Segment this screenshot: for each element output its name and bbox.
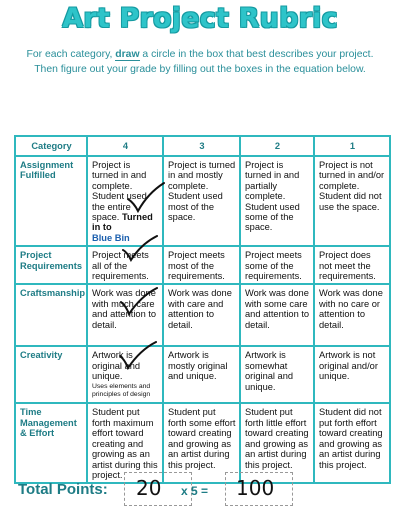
- header-score-3: 3: [163, 136, 240, 156]
- category-cell: Project Requirements: [15, 246, 87, 284]
- instructions-draw-word: draw: [115, 49, 140, 60]
- rubric-cell-4[interactable]: Work was done with much care and attention to detail.: [87, 284, 163, 346]
- header-score-4: 4: [87, 136, 163, 156]
- blue-bin-text: Blue Bin: [92, 232, 130, 243]
- rubric-cell-1[interactable]: Artwork is not original and/or unique.: [314, 346, 390, 403]
- grade-value: 100: [236, 476, 275, 500]
- design-note: Uses elements and principles of design: [92, 382, 151, 398]
- table-row-requirements: [15, 246, 390, 284]
- table-row-craftsmanship: [15, 284, 390, 346]
- rubric-cell-4[interactable]: Student put forth maximum effort toward creating and growing as an artist during this project.: [87, 403, 163, 483]
- table-row-time-management: [15, 403, 390, 483]
- rubric-cell-3[interactable]: Artwork is mostly original and unique.: [163, 346, 240, 403]
- rubric-cell-3[interactable]: Student put forth some effort toward creating and growing as an artist during this project.: [163, 403, 240, 483]
- cell-text: Project is turned in and complete. Student used the entire space.: [92, 160, 147, 223]
- checkmark-icon: [126, 181, 166, 213]
- rubric-table: [14, 135, 391, 484]
- rubric-cell-2[interactable]: Project meets some of the requirements.: [240, 246, 314, 284]
- checkmark-icon: [118, 340, 158, 370]
- rubric-cell-1[interactable]: Student did not put forth effort toward creating and growing as an artist during this project.: [314, 403, 390, 483]
- checkmark-icon: [121, 234, 159, 262]
- category-cell: Craftsmanship: [15, 284, 87, 346]
- header-row: [15, 136, 390, 156]
- rubric-cell-1[interactable]: Project is not turned in and/or complete. Student did not use the space.: [314, 156, 390, 246]
- rubric-cell-2[interactable]: Project is turned in and partially complete. Student used some of the space.: [240, 156, 314, 246]
- rubric-cell-3[interactable]: Project meets most of the requirements.: [163, 246, 240, 284]
- rubric-cell-3[interactable]: Project is turned in and mostly complete. Student used most of the space.: [163, 156, 240, 246]
- header-score-2: 2: [240, 136, 314, 156]
- cell-text: Artwork is original and unique.: [92, 350, 141, 382]
- table-row-creativity: [15, 346, 390, 403]
- rubric-cell-2[interactable]: Student put forth little effort toward creating and growing as an artist during this project.: [240, 403, 314, 483]
- rubric-cell-2[interactable]: Artwork is somewhat original and unique.: [240, 346, 314, 403]
- category-cell: Assignment Fulfilled: [15, 156, 87, 246]
- multiplier-text: x 5 =: [181, 484, 209, 498]
- header-score-1: 1: [314, 136, 390, 156]
- total-points-value: 20: [136, 476, 162, 500]
- category-cell: Time Management & Effort: [15, 403, 87, 483]
- header-category: Category: [15, 136, 87, 156]
- rubric-cell-1[interactable]: Project does not meet the requirements.: [314, 246, 390, 284]
- rubric-cell-4[interactable]: Project meets all of the requirements.: [87, 246, 163, 284]
- category-cell: Creativity: [15, 346, 87, 403]
- instructions-line2: Then figure out your grade by filling out the boxes in the equation below.: [34, 64, 366, 75]
- rubric-cell-2[interactable]: Work was done with some care and attention to detail.: [240, 284, 314, 346]
- table-row-assignment: [15, 156, 390, 246]
- rubric-cell-1[interactable]: Work was done with no care or attention to detail.: [314, 284, 390, 346]
- turned-in-text: Turned in to: [92, 212, 153, 233]
- instructions-line1-start: For each category,: [26, 49, 116, 60]
- instructions-line1-end: a circle in the box that best describes your project.: [139, 49, 374, 60]
- instructions: [0, 47, 400, 77]
- total-points-label: Total Points:: [18, 481, 108, 498]
- rubric-cell-3[interactable]: Work was done with care and attention to detail.: [163, 284, 240, 346]
- checkmark-icon: [119, 286, 159, 316]
- page-title: Art Project Rubric: [62, 3, 338, 34]
